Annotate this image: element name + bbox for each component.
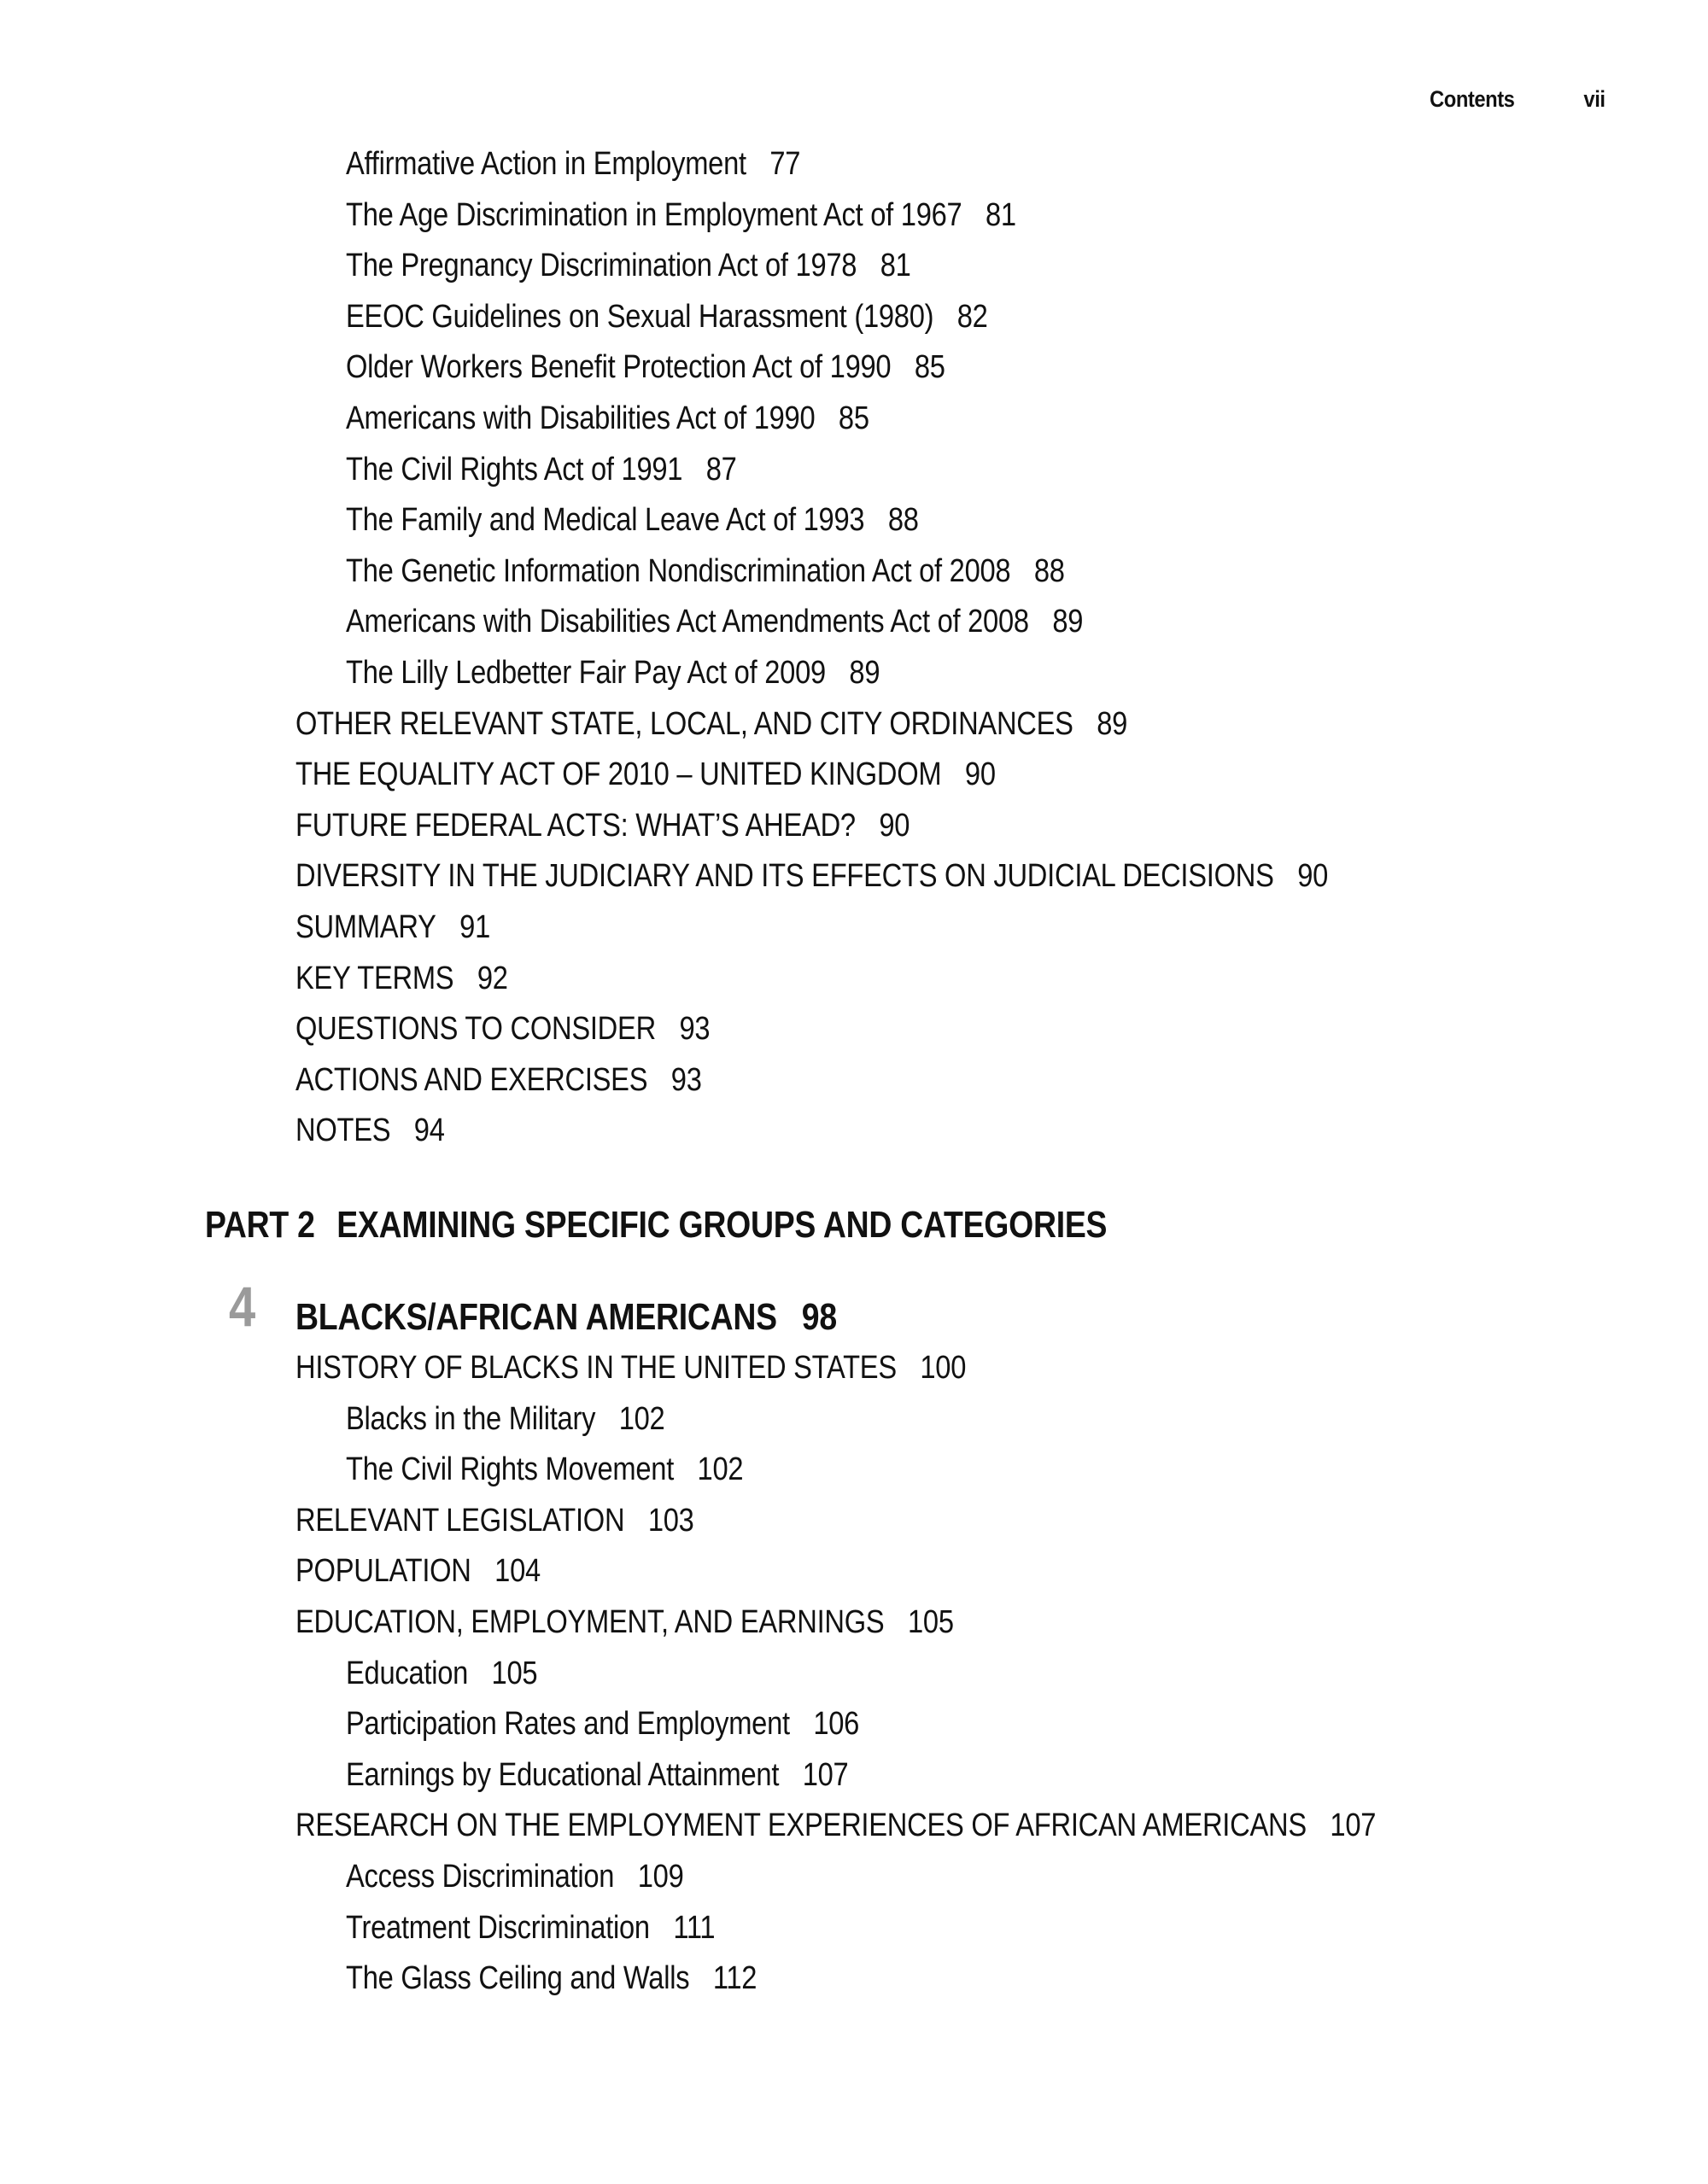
toc-entry — [346, 1705, 859, 1743]
toc-entry-page: 89 — [849, 655, 880, 691]
toc-entry-title: Blacks in the Military — [346, 1400, 596, 1437]
toc-entry — [295, 960, 508, 997]
toc-entry-title: EDUCATION, EMPLOYMENT, AND EARNINGS — [295, 1604, 885, 1640]
toc-entry-page: 88 — [1033, 552, 1065, 589]
toc-entry-title: NOTES — [295, 1112, 391, 1149]
toc-entry-page: 81 — [880, 248, 911, 284]
toc-entry-page: 112 — [712, 1960, 757, 1997]
toc-entry-page: 85 — [914, 349, 945, 386]
toc-entry-title: THE EQUALITY ACT OF 2010 – UNITED KINGDOM — [295, 756, 942, 793]
toc-entry-page: 94 — [413, 1112, 445, 1149]
toc-entry-title: The Civil Rights Movement — [346, 1451, 675, 1488]
toc-entry-page: 106 — [813, 1706, 860, 1743]
chapter-number: 4 — [229, 1275, 256, 1338]
toc-entry — [346, 1655, 537, 1692]
toc-entry-page: 105 — [907, 1604, 954, 1640]
toc-entry — [346, 451, 737, 488]
toc-entry-title: Access Discrimination — [346, 1859, 615, 1895]
toc-entry-page: 100 — [920, 1350, 967, 1386]
toc-entry-page: 107 — [1330, 1807, 1377, 1844]
toc-entry — [346, 1400, 664, 1438]
toc-entry — [346, 603, 1083, 640]
toc-entry-page: 92 — [477, 960, 508, 996]
toc-entry-page: 90 — [879, 807, 910, 844]
toc-entry-page: 111 — [673, 1909, 716, 1946]
toc-entry — [346, 298, 988, 336]
chapter-page: 98 — [801, 1296, 837, 1338]
toc-entry — [346, 400, 869, 437]
toc-entry — [346, 1451, 743, 1488]
toc-entry-title: Americans with Disabilities Act of 1990 — [346, 400, 816, 436]
toc-entry-title: The Pregnancy Discrimination Act of 1978 — [346, 248, 857, 284]
toc-entry-title: The Family and Medical Leave Act of 1993 — [346, 502, 865, 539]
chapter-heading — [295, 1296, 837, 1339]
toc-entry-page: 104 — [494, 1553, 541, 1590]
toc-entry — [346, 1959, 757, 1997]
toc-entry-title: SUMMARY — [295, 909, 436, 945]
toc-entry — [346, 1756, 848, 1794]
toc-entry — [346, 654, 880, 692]
toc-entry-title: Treatment Discrimination — [346, 1909, 650, 1946]
toc-entry — [295, 1061, 702, 1099]
toc-entry-title: HISTORY OF BLACKS IN THE UNITED STATES — [295, 1350, 897, 1386]
toc-entry-page: 87 — [705, 451, 737, 488]
toc-entry-title: Earnings by Educational Attainment — [346, 1756, 780, 1793]
toc-entry — [295, 1502, 694, 1539]
toc-entry — [295, 1807, 1376, 1844]
toc-entry — [346, 1909, 715, 1947]
running-head-section: Contents — [1430, 85, 1515, 112]
toc-entry-page: 103 — [647, 1502, 694, 1539]
toc-entry-title: POPULATION — [295, 1553, 471, 1590]
toc-entry — [295, 857, 1328, 895]
toc-entry-title: Americans with Disabilities Act Amendments Act of 2008 — [346, 604, 1029, 640]
running-head-page-number: vii — [1583, 85, 1606, 112]
toc-entry — [295, 807, 910, 844]
toc-entry-page: 109 — [637, 1859, 684, 1895]
toc-entry-page: 77 — [769, 146, 801, 182]
toc-entry-page: 105 — [491, 1655, 538, 1691]
toc-entry — [346, 1858, 683, 1895]
toc-entry-page: 93 — [670, 1061, 702, 1098]
toc-entry — [295, 756, 996, 793]
toc-entry-title: FUTURE FEDERAL ACTS: WHAT’S AHEAD? — [295, 807, 856, 844]
toc-entry — [295, 908, 490, 946]
toc-entry — [346, 247, 911, 284]
toc-entry — [346, 196, 1016, 234]
toc-entry-page: 93 — [679, 1011, 711, 1048]
toc-entry-page: 89 — [1097, 705, 1128, 742]
toc-entry-page: 88 — [887, 502, 919, 539]
toc-entry — [346, 501, 919, 539]
toc-entry-title: Education — [346, 1655, 469, 1691]
toc-entry-page: 90 — [964, 756, 996, 793]
toc-entry-title: ACTIONS AND EXERCISES — [295, 1061, 648, 1098]
running-head — [1430, 82, 1606, 116]
toc-entry-page: 102 — [697, 1451, 744, 1488]
toc-entry — [295, 1349, 966, 1387]
toc-entry-page: 85 — [838, 400, 869, 436]
toc-entry-title: RESEARCH ON THE EMPLOYMENT EXPERIENCES OF AFRICAN AMERICANS — [295, 1807, 1307, 1844]
toc-entry — [346, 145, 800, 183]
toc-entry-title: Participation Rates and Employment — [346, 1706, 790, 1743]
toc-entry-title: The Civil Rights Act of 1991 — [346, 451, 683, 488]
toc-entry — [295, 1112, 445, 1149]
toc-entry-page: 107 — [802, 1756, 849, 1793]
toc-entry-page: 82 — [956, 298, 988, 335]
toc-entry-page: 102 — [618, 1400, 665, 1437]
toc-entry — [295, 1603, 954, 1641]
toc-entry — [295, 1010, 710, 1048]
chapter-title: BLACKS/AFRICAN AMERICANS — [295, 1296, 777, 1338]
toc-entry-title: Older Workers Benefit Protection Act of 1990 — [346, 349, 892, 386]
toc-entry-title: EEOC Guidelines on Sexual Harassment (1980) — [346, 298, 934, 335]
toc-entry — [295, 1552, 541, 1590]
toc-entry-title: RELEVANT LEGISLATION — [295, 1502, 625, 1539]
toc-entry-title: DIVERSITY IN THE JUDICIARY AND ITS EFFECTS ON JUDICIAL DECISIONS — [295, 858, 1274, 895]
toc-entry-title: The Lilly Ledbetter Fair Pay Act of 2009 — [346, 655, 826, 691]
toc-entry-title: The Glass Ceiling and Walls — [346, 1960, 690, 1997]
toc-entry-title: KEY TERMS — [295, 960, 454, 996]
part-title: EXAMINING SPECIFIC GROUPS AND CATEGORIES — [336, 1204, 1108, 1246]
part-label: PART 2 — [205, 1204, 315, 1246]
toc-entry-page: 91 — [459, 909, 491, 945]
toc-entry-title: OTHER RELEVANT STATE, LOCAL, AND CITY ORDINANCES — [295, 705, 1073, 742]
toc-entry-page: 90 — [1297, 858, 1329, 895]
toc-entry-title: QUESTIONS TO CONSIDER — [295, 1011, 656, 1048]
toc-entry — [346, 348, 945, 386]
toc-entry-page: 89 — [1052, 604, 1084, 640]
toc-entry — [295, 705, 1127, 743]
toc-entry — [346, 552, 1065, 590]
toc-entry-page: 81 — [985, 196, 1016, 233]
toc-entry-title: The Age Discrimination in Employment Act of 1967 — [346, 196, 962, 233]
toc-entry-title: The Genetic Information Nondiscrimination Act of 2008 — [346, 552, 1011, 589]
part-heading — [205, 1204, 1107, 1247]
toc-entry-title: Affirmative Action in Employment — [346, 146, 746, 182]
